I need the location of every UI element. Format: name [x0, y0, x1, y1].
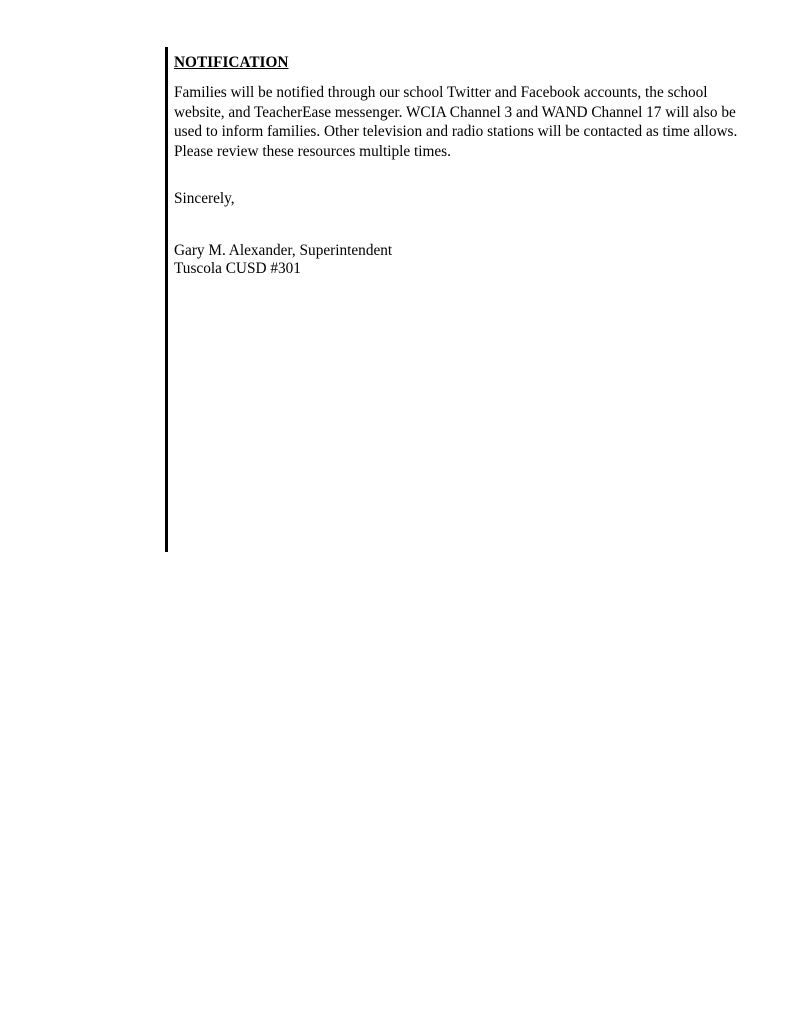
- signature-organization: Tuscola CUSD #301: [174, 259, 301, 277]
- notification-paragraph: Families will be notified through our school Twitter and Facebook accounts, the school website, and TeacherEase messenger. WCIA Channel 3 and WAND Channel 17 will also be used to inform families. Other television and radio stations will be contacted as time allows. Please review these resources multiple times.: [174, 84, 738, 160]
- closing-salutation: Sincerely,: [174, 190, 235, 207]
- signature-name-title: Gary M. Alexander, Superintendent: [174, 241, 393, 259]
- notification-heading: NOTIFICATION: [174, 54, 289, 71]
- signature-block: [174, 242, 739, 278]
- letter-section: [174, 53, 739, 278]
- left-vertical-rule: [165, 47, 168, 552]
